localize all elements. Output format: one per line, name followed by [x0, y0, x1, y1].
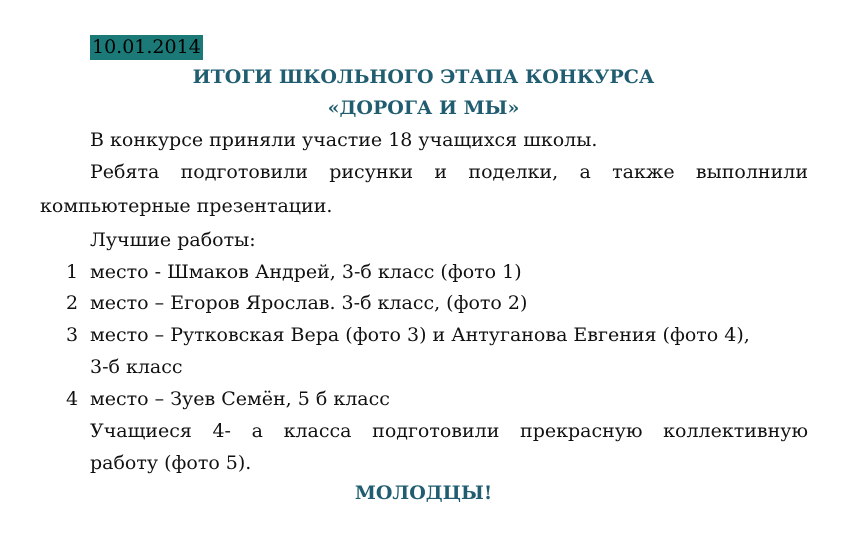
paragraph-prepared-line-2: компьютерные презентации. — [40, 195, 333, 217]
place-number-2: 2 — [66, 292, 79, 314]
place-text-2: место – Егоров Ярослав. 3-б класс, (фото 2) — [90, 292, 528, 314]
place-number-3: 3 — [66, 324, 79, 346]
paragraph-collective-line-2: работу (фото 5). — [90, 452, 252, 474]
place-text-3-continued: 3-б класс — [90, 356, 183, 378]
closing-heading: МОЛОДЦЫ! — [354, 482, 493, 504]
date-label: 10.01.2014 — [92, 36, 201, 58]
place-number-4: 4 — [66, 388, 79, 410]
page-title-line-1: ИТОГИ ШКОЛЬНОГО ЭТАПА КОНКУРСА — [192, 66, 655, 88]
paragraph-collective-line-1: Учащиеся 4- а класса подготовили прекрасную коллективную — [90, 420, 808, 442]
place-text-1: место - Шмаков Андрей, 3-б класс (фото 1) — [90, 261, 522, 283]
place-number-1: 1 — [66, 261, 79, 283]
paragraph-participants: В конкурсе приняли участие 18 учащихся школы. — [90, 129, 598, 151]
best-works-label: Лучшие работы: — [90, 229, 256, 251]
paragraph-prepared-line-1: Ребята подготовили рисунки и поделки, а также выполнили — [90, 161, 808, 183]
place-text-4: место – Зуев Семён, 5 б класс — [90, 388, 390, 410]
page-title-line-2: «ДОРОГА И МЫ» — [327, 97, 520, 119]
place-text-3: место – Рутковская Вера (фото 3) и Антуганова Евгения (фото 4), — [90, 324, 750, 346]
